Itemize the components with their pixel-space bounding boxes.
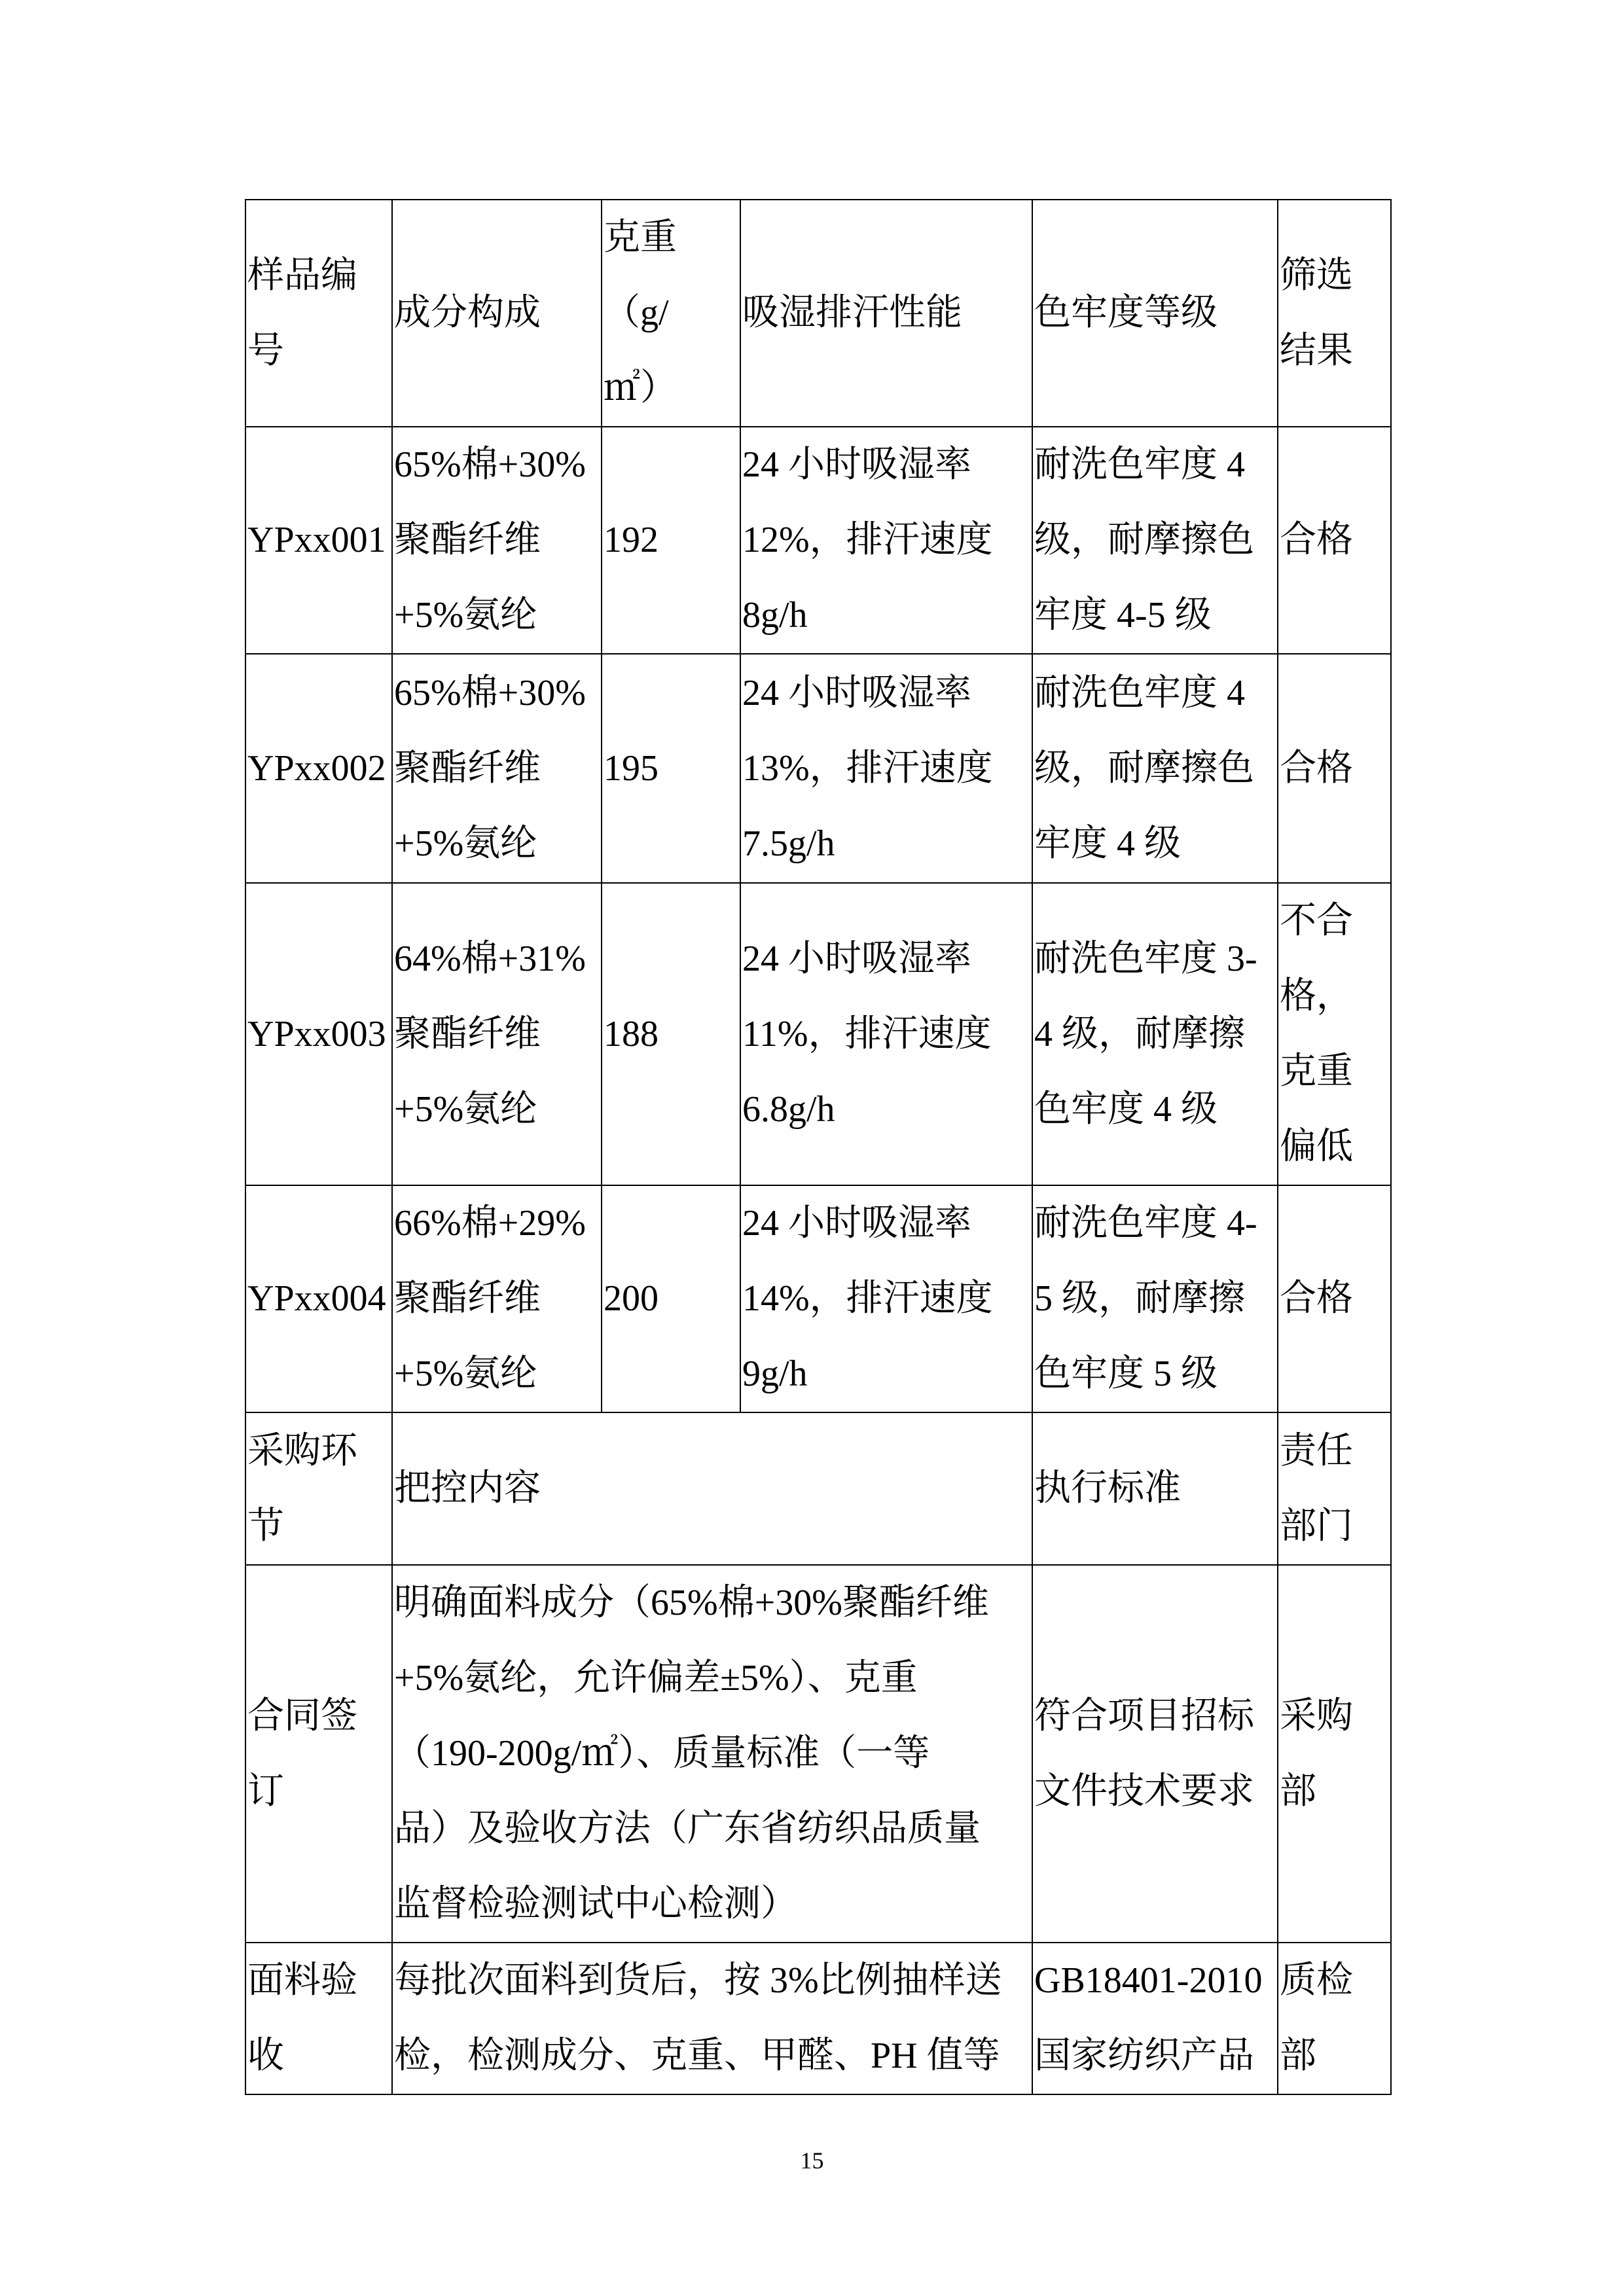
cell-standard: GB18401-2010 国家纺织产品 — [1032, 1943, 1278, 2094]
header-department: 责任 部门 — [1278, 1412, 1391, 1565]
header-standard: 执行标准 — [1032, 1412, 1278, 1565]
cell-control-content: 每批次面料到货后，按 3%比例抽样送 检，检测成分、克重、甲醛、PH 值等 — [392, 1943, 1032, 2094]
header-control-content: 把控内容 — [392, 1412, 1032, 1565]
cell-result: 合格 — [1278, 427, 1391, 654]
cell-color-fastness: 耐洗色牢度 3- 4 级，耐摩擦 色牢度 4 级 — [1032, 883, 1278, 1185]
cell-stage: 合同签 订 — [245, 1565, 392, 1943]
cell-sample-id: YPxx003 — [245, 883, 392, 1185]
cell-color-fastness: 耐洗色牢度 4 级，耐摩擦色 牢度 4 级 — [1032, 654, 1278, 883]
cell-standard: 符合项目招标 文件技术要求 — [1032, 1565, 1278, 1943]
fabric-sample-table — [245, 199, 1392, 2095]
cell-composition: 64%棉+31% 聚酯纤维 +5%氨纶 — [392, 883, 602, 1185]
cell-moisture-wicking: 24 小时吸湿率 14%，排汗速度 9g/h — [740, 1185, 1032, 1412]
header-result: 筛选 结果 — [1278, 200, 1391, 427]
header-sample-id: 样品编 号 — [245, 200, 392, 427]
cell-sample-id: YPxx002 — [245, 654, 392, 883]
cell-composition: 66%棉+29% 聚酯纤维 +5%氨纶 — [392, 1185, 602, 1412]
cell-color-fastness: 耐洗色牢度 4 级，耐摩擦色 牢度 4-5 级 — [1032, 427, 1278, 654]
cell-department: 采购 部 — [1278, 1565, 1391, 1943]
header-color-fastness: 色牢度等级 — [1032, 200, 1278, 427]
header-composition: 成分构成 — [392, 200, 602, 427]
cell-weight: 192 — [602, 427, 740, 654]
page-number: 15 — [800, 2147, 824, 2174]
cell-department: 质检 部 — [1278, 1943, 1391, 2094]
cell-color-fastness: 耐洗色牢度 4- 5 级，耐摩擦 色牢度 5 级 — [1032, 1185, 1278, 1412]
cell-stage: 面料验 收 — [245, 1943, 392, 2094]
cell-control-content: 明确面料成分（65%棉+30%聚酯纤维 +5%氨纶，允许偏差±5%）、克重 （190-200g/㎡）、质量标准（一等 品）及验收方法（广东省纺织品质量 监督检验测试中心检测） — [392, 1565, 1032, 1943]
cell-sample-id: YPxx001 — [245, 427, 392, 654]
procurement-header-row — [245, 1412, 1391, 1565]
cell-moisture-wicking: 24 小时吸湿率 13%，排汗速度 7.5g/h — [740, 654, 1032, 883]
cell-moisture-wicking: 24 小时吸湿率 11%，排汗速度 6.8g/h — [740, 883, 1032, 1185]
table-row — [245, 654, 1391, 883]
cell-moisture-wicking: 24 小时吸湿率 12%，排汗速度 8g/h — [740, 427, 1032, 654]
cell-weight: 188 — [602, 883, 740, 1185]
cell-composition: 65%棉+30% 聚酯纤维 +5%氨纶 — [392, 427, 602, 654]
cell-composition: 65%棉+30% 聚酯纤维 +5%氨纶 — [392, 654, 602, 883]
cell-result: 合格 — [1278, 654, 1391, 883]
header-weight: 克重 （g/ ㎡） — [602, 200, 740, 427]
cell-weight: 200 — [602, 1185, 740, 1412]
table-row — [245, 1943, 1391, 2094]
cell-sample-id: YPxx004 — [245, 1185, 392, 1412]
cell-weight: 195 — [602, 654, 740, 883]
header-procurement-stage: 采购环 节 — [245, 1412, 392, 1565]
table-row — [245, 1565, 1391, 1943]
table-header-row — [245, 200, 1391, 427]
header-moisture-wicking: 吸湿排汗性能 — [740, 200, 1032, 427]
table-row — [245, 1185, 1391, 1412]
cell-result: 不合 格， 克重 偏低 — [1278, 883, 1391, 1185]
table-row — [245, 427, 1391, 654]
table-row — [245, 883, 1391, 1185]
cell-result: 合格 — [1278, 1185, 1391, 1412]
